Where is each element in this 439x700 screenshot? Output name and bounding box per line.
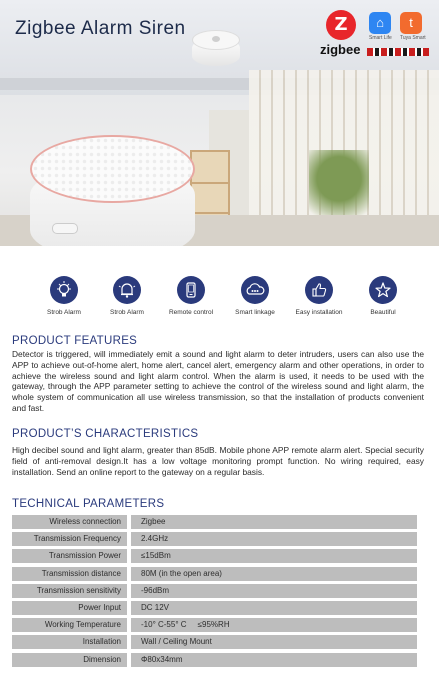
phone-icon (177, 276, 205, 304)
feature-smart-linkage (220, 276, 290, 316)
table-row (12, 618, 417, 632)
table-row (12, 601, 417, 615)
tuya-smart-label: Tuya Smart (400, 35, 426, 41)
param-value: -96dBm (131, 584, 417, 598)
param-value: 80M (in the open area) (131, 567, 417, 581)
zigbee-wordmark: zigbee (320, 42, 361, 57)
bell-icon (113, 276, 141, 304)
thumbs-up-icon (305, 276, 333, 304)
light-bulb-icon (50, 276, 78, 304)
feature-label: Strob Alarm (47, 309, 81, 316)
feature-icons-row (0, 276, 439, 326)
feature-label: Beautiful (370, 309, 396, 316)
device-button (52, 223, 78, 234)
product-features-text: Detector is triggered, will immediately emit a sound and light alarm to deter intruders, users can also use the APP to achieve out-of-home alert, home alert, cancel alert, emergency alarm and other operations, in order to achieve the wireless sound and light alarm control. When the alarm is used, it needs to be used with the gateway, through the APP parameter setting to achieve the control of the wireless sound and light alarm, the whole system of communication all use wireless transmission, so that the installation of products convenient and fast. (12, 349, 424, 413)
zigbee-logo-icon: Z (326, 10, 356, 40)
certification-strip (367, 48, 429, 56)
feature-strob-alarm-1 (29, 276, 99, 316)
feature-strob-alarm-2 (92, 276, 162, 316)
star-icon (369, 276, 397, 304)
table-row (12, 549, 417, 563)
product-characteristics-text: High decibel sound and light alarm, greater than 85dB. Mobile phone APP remote alarm alert. Special security field of anti-removal design.It has a low voltage monitoring prompt function. No wiring required, easy installation. Send an online report to the gateway on a regular basis. (12, 445, 424, 477)
brand-logos (320, 10, 435, 60)
feature-easy-installation (284, 276, 354, 316)
table-row (12, 653, 417, 667)
table-row (12, 532, 417, 546)
param-label: Transmission sensitivity (12, 584, 127, 598)
smart-life-app-icon: ⌂ (369, 12, 391, 34)
ceiling-siren-image (192, 30, 240, 70)
param-label: Dimension (12, 653, 127, 667)
table-row (12, 635, 417, 649)
tuya-app-icon: t (400, 12, 422, 34)
table-row (12, 584, 417, 598)
param-label: Transmission distance (12, 567, 127, 581)
param-value: ≤15dBm (131, 549, 417, 563)
param-value: Φ80x34mm (131, 653, 417, 667)
param-value: Zigbee (131, 515, 417, 529)
param-label: Installation (12, 635, 127, 649)
table-row (12, 567, 417, 581)
product-characteristics-heading: PRODUCT’S CHARACTERISTICS (12, 428, 199, 440)
param-label: Working Temperature (12, 618, 127, 632)
product-features-heading: PRODUCT FEATURES (12, 335, 138, 347)
feature-label: Easy installation (295, 309, 343, 316)
page-title: Zigbee Alarm Siren (15, 18, 186, 39)
feature-label: Strob Alarm (110, 309, 144, 316)
technical-parameters-table (12, 515, 417, 670)
feature-label: Remote control (168, 309, 214, 316)
feature-remote-control (156, 276, 226, 316)
siren-product-image (30, 135, 195, 246)
param-label: Power Input (12, 601, 127, 615)
feature-beautiful (348, 276, 418, 316)
cloud-icon (241, 276, 269, 304)
param-label: Wireless connection (12, 515, 127, 529)
technical-parameters-heading: TECHNICAL PARAMETERS (12, 498, 165, 510)
table-row (12, 515, 417, 529)
smart-life-label: Smart Life (369, 35, 392, 41)
param-label: Transmission Frequency (12, 532, 127, 546)
param-value: DC 12V (131, 601, 417, 615)
param-label: Transmission Power (12, 549, 127, 563)
hero-banner (0, 0, 439, 246)
param-value: -10° C-55° C ≤95%RH (131, 618, 417, 632)
param-value: 2.4GHz (131, 532, 417, 546)
param-value: Wall / Ceiling Mount (131, 635, 417, 649)
feature-label: Smart linkage (235, 309, 275, 316)
